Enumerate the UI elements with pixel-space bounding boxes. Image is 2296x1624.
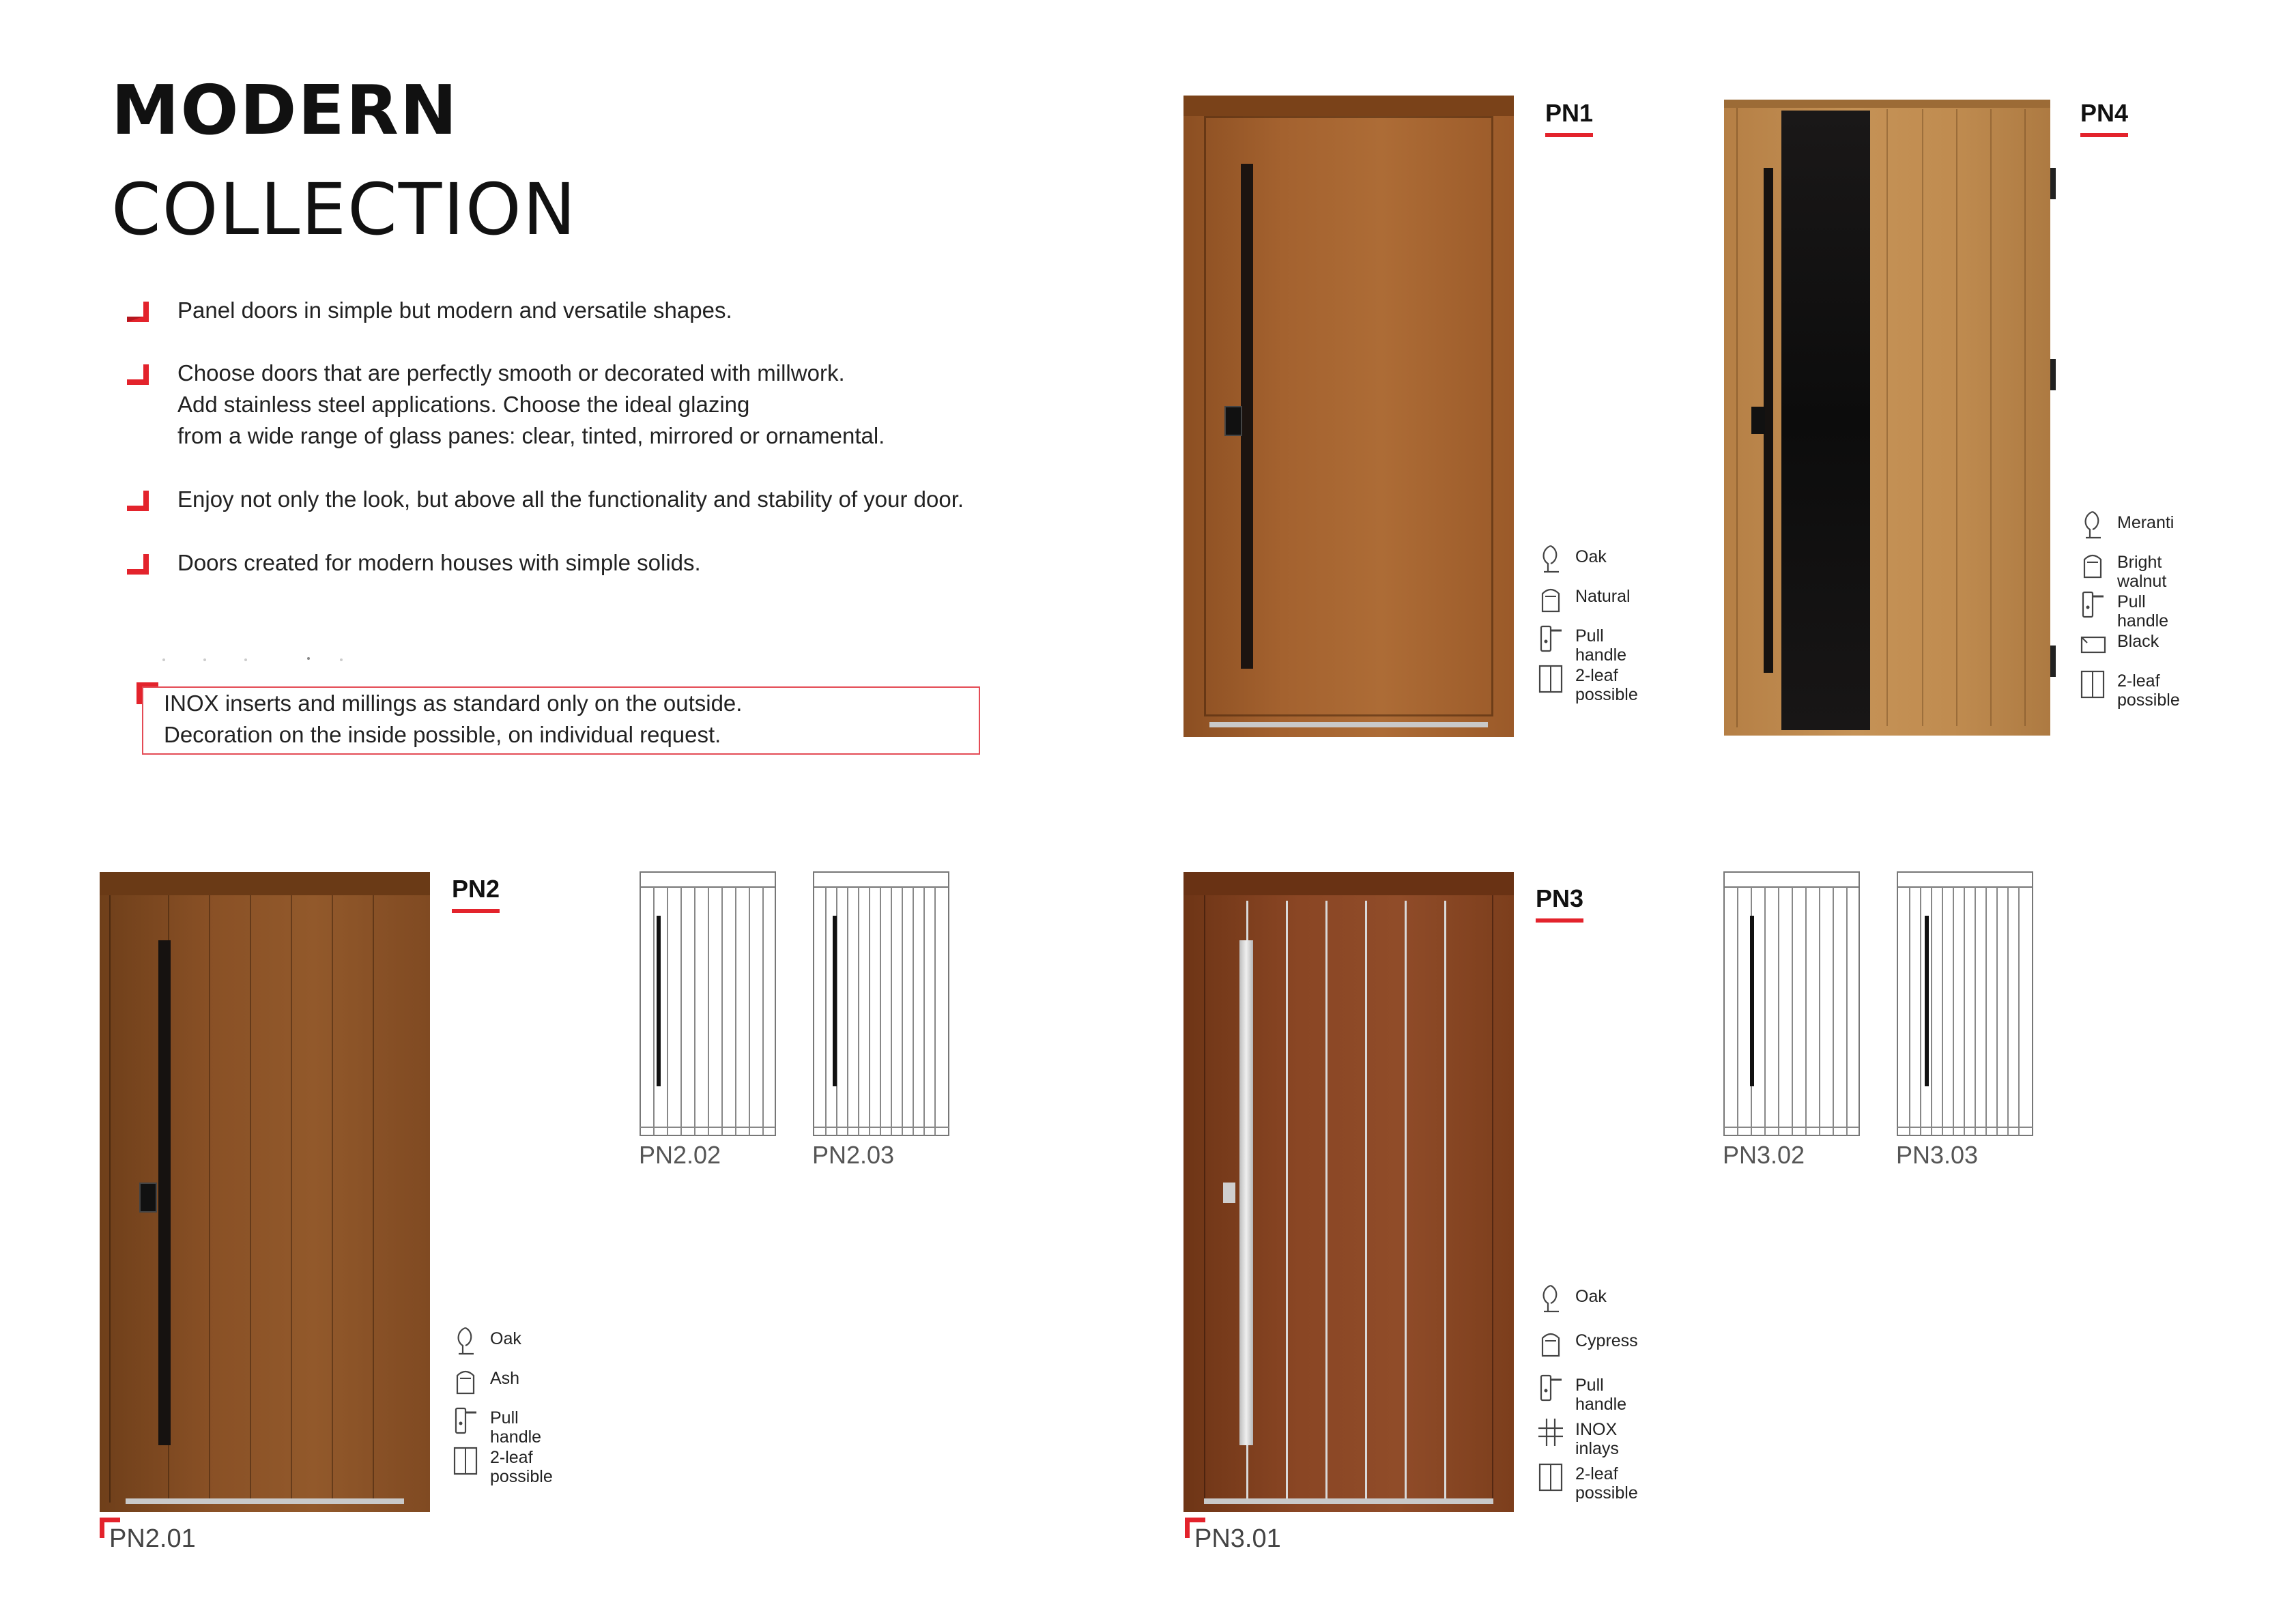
pn3-code: PN3 bbox=[1536, 884, 1583, 913]
pn1-code: PN1 bbox=[1545, 99, 1593, 128]
pn3-feature-leaf: 2-leaf possible bbox=[1575, 1464, 1638, 1503]
bullet-line: Panel doors in simple but modern and versatile shapes. bbox=[177, 298, 732, 323]
pull-handle-bar bbox=[158, 940, 171, 1445]
pull-handle-bar bbox=[1239, 940, 1253, 1445]
pn2-03-drawing bbox=[812, 871, 951, 1138]
bullet-2 bbox=[124, 358, 1039, 452]
pn4-door-photo bbox=[1724, 100, 2050, 736]
lock-plate bbox=[1223, 1183, 1235, 1203]
bullet-line: Choose doors that are perfectly smooth or decorated with millwork. bbox=[177, 360, 845, 386]
two-leaf-door-icon bbox=[2079, 667, 2106, 699]
pull-handle-bar bbox=[1764, 168, 1773, 673]
pn3-03-drawing bbox=[1896, 871, 2035, 1138]
inox-inlays-icon bbox=[1537, 1416, 1564, 1447]
pn2-03-label: PN2.03 bbox=[812, 1141, 895, 1169]
title-light: COLLECTION bbox=[111, 168, 577, 251]
pn4-code: PN4 bbox=[2080, 99, 2128, 128]
pn2-02-drawing bbox=[639, 871, 778, 1138]
pn2-door-photo bbox=[100, 872, 430, 1512]
bullet-4 bbox=[124, 547, 1039, 579]
pull-handle-icon bbox=[2079, 588, 2106, 620]
two-leaf-door-icon bbox=[1537, 1460, 1564, 1492]
pull-handle-icon bbox=[1537, 622, 1564, 654]
note-box bbox=[142, 686, 980, 755]
red-corner-icon bbox=[124, 362, 152, 389]
pn4-feature-leaf: 2-leaf possible bbox=[2117, 671, 2180, 710]
bullet-line: Doors created for modern houses with simple solids. bbox=[177, 550, 701, 575]
pn1-feature-finish: Natural bbox=[1575, 587, 1631, 606]
pn3-caption: PN3.01 bbox=[1194, 1524, 1281, 1553]
pn3-feature-inlays: INOX inlays bbox=[1575, 1420, 1619, 1458]
pn2-caption: PN2.01 bbox=[109, 1524, 196, 1553]
paint-can-icon bbox=[1537, 1327, 1564, 1359]
pn3-03-label: PN3.03 bbox=[1896, 1141, 1979, 1169]
bullet-3 bbox=[124, 484, 1039, 515]
two-leaf-door-icon bbox=[1537, 662, 1564, 693]
red-corner-icon bbox=[124, 299, 152, 326]
bullet-line: from a wide range of glass panes: clear, tinted, mirrored or ornamental. bbox=[177, 423, 885, 448]
lock-plate bbox=[1224, 406, 1242, 436]
glass-panel bbox=[1781, 111, 1870, 730]
red-corner-icon bbox=[124, 488, 152, 515]
tree-leaf-icon bbox=[2079, 509, 2106, 540]
tree-leaf-icon bbox=[452, 1325, 479, 1357]
pn2-02-label: PN2.02 bbox=[639, 1141, 721, 1169]
pn3-02-drawing bbox=[1723, 871, 1862, 1138]
pull-handle-bar bbox=[1241, 164, 1253, 669]
glass-frame-icon bbox=[2079, 628, 2106, 659]
threshold bbox=[1209, 722, 1488, 727]
pn4-feature-finish: Bright walnut bbox=[2117, 553, 2167, 591]
pn2-code: PN2 bbox=[452, 875, 500, 903]
pull-handle-icon bbox=[452, 1404, 479, 1436]
inox-inlay bbox=[1444, 901, 1446, 1503]
pn1-feature-leaf: 2-leaf possible bbox=[1575, 666, 1638, 704]
bullet-line: Enjoy not only the look, but above all the functionality and stability of your door. bbox=[177, 487, 964, 512]
title-bold: MODERN bbox=[111, 70, 459, 150]
pn2-feature-finish: Ash bbox=[490, 1369, 520, 1388]
pn2-feature-handle: Pull handle bbox=[490, 1408, 542, 1447]
pn3-feature-handle: Pull handle bbox=[1575, 1376, 1627, 1414]
threshold bbox=[126, 1498, 404, 1504]
decorative-dots bbox=[157, 656, 362, 663]
red-corner-icon bbox=[124, 551, 152, 579]
pn3-feature-finish: Cypress bbox=[1575, 1331, 1638, 1350]
pn2-feature-leaf: 2-leaf possible bbox=[490, 1448, 553, 1486]
pn3-door-photo bbox=[1183, 872, 1514, 1512]
inox-inlay bbox=[1325, 901, 1328, 1503]
pn3-02-label: PN3.02 bbox=[1723, 1141, 1805, 1169]
pn3-feature-wood: Oak bbox=[1575, 1287, 1607, 1306]
lock-plate bbox=[139, 1183, 157, 1213]
pull-handle-icon bbox=[1537, 1372, 1564, 1403]
pn1-feature-handle: Pull handle bbox=[1575, 626, 1627, 665]
note-line-1: INOX inserts and millings as standard only on the outside. bbox=[164, 691, 743, 716]
tree-leaf-icon bbox=[1537, 543, 1564, 575]
paint-can-icon bbox=[452, 1365, 479, 1396]
inox-inlay bbox=[1365, 901, 1367, 1503]
paint-can-icon bbox=[2079, 549, 2106, 580]
pn2-feature-wood: Oak bbox=[490, 1329, 521, 1348]
pn4-feature-color: Black bbox=[2117, 632, 2159, 651]
threshold bbox=[1204, 1498, 1493, 1504]
inox-inlay bbox=[1405, 901, 1407, 1503]
pn1-feature-wood: Oak bbox=[1575, 547, 1607, 566]
pn4-feature-wood: Meranti bbox=[2117, 513, 2175, 532]
paint-can-icon bbox=[1537, 583, 1564, 614]
tree-leaf-icon bbox=[1537, 1283, 1564, 1314]
two-leaf-door-icon bbox=[452, 1444, 479, 1475]
pn1-door-photo bbox=[1183, 96, 1514, 737]
note-line-2: Decoration on the inside possible, on individual request. bbox=[164, 722, 721, 747]
bullet-line: Add stainless steel applications. Choose the ideal glazing bbox=[177, 392, 750, 417]
pn4-feature-handle: Pull handle bbox=[2117, 592, 2169, 630]
bullet-1 bbox=[124, 295, 1039, 326]
inox-inlay bbox=[1286, 901, 1288, 1503]
